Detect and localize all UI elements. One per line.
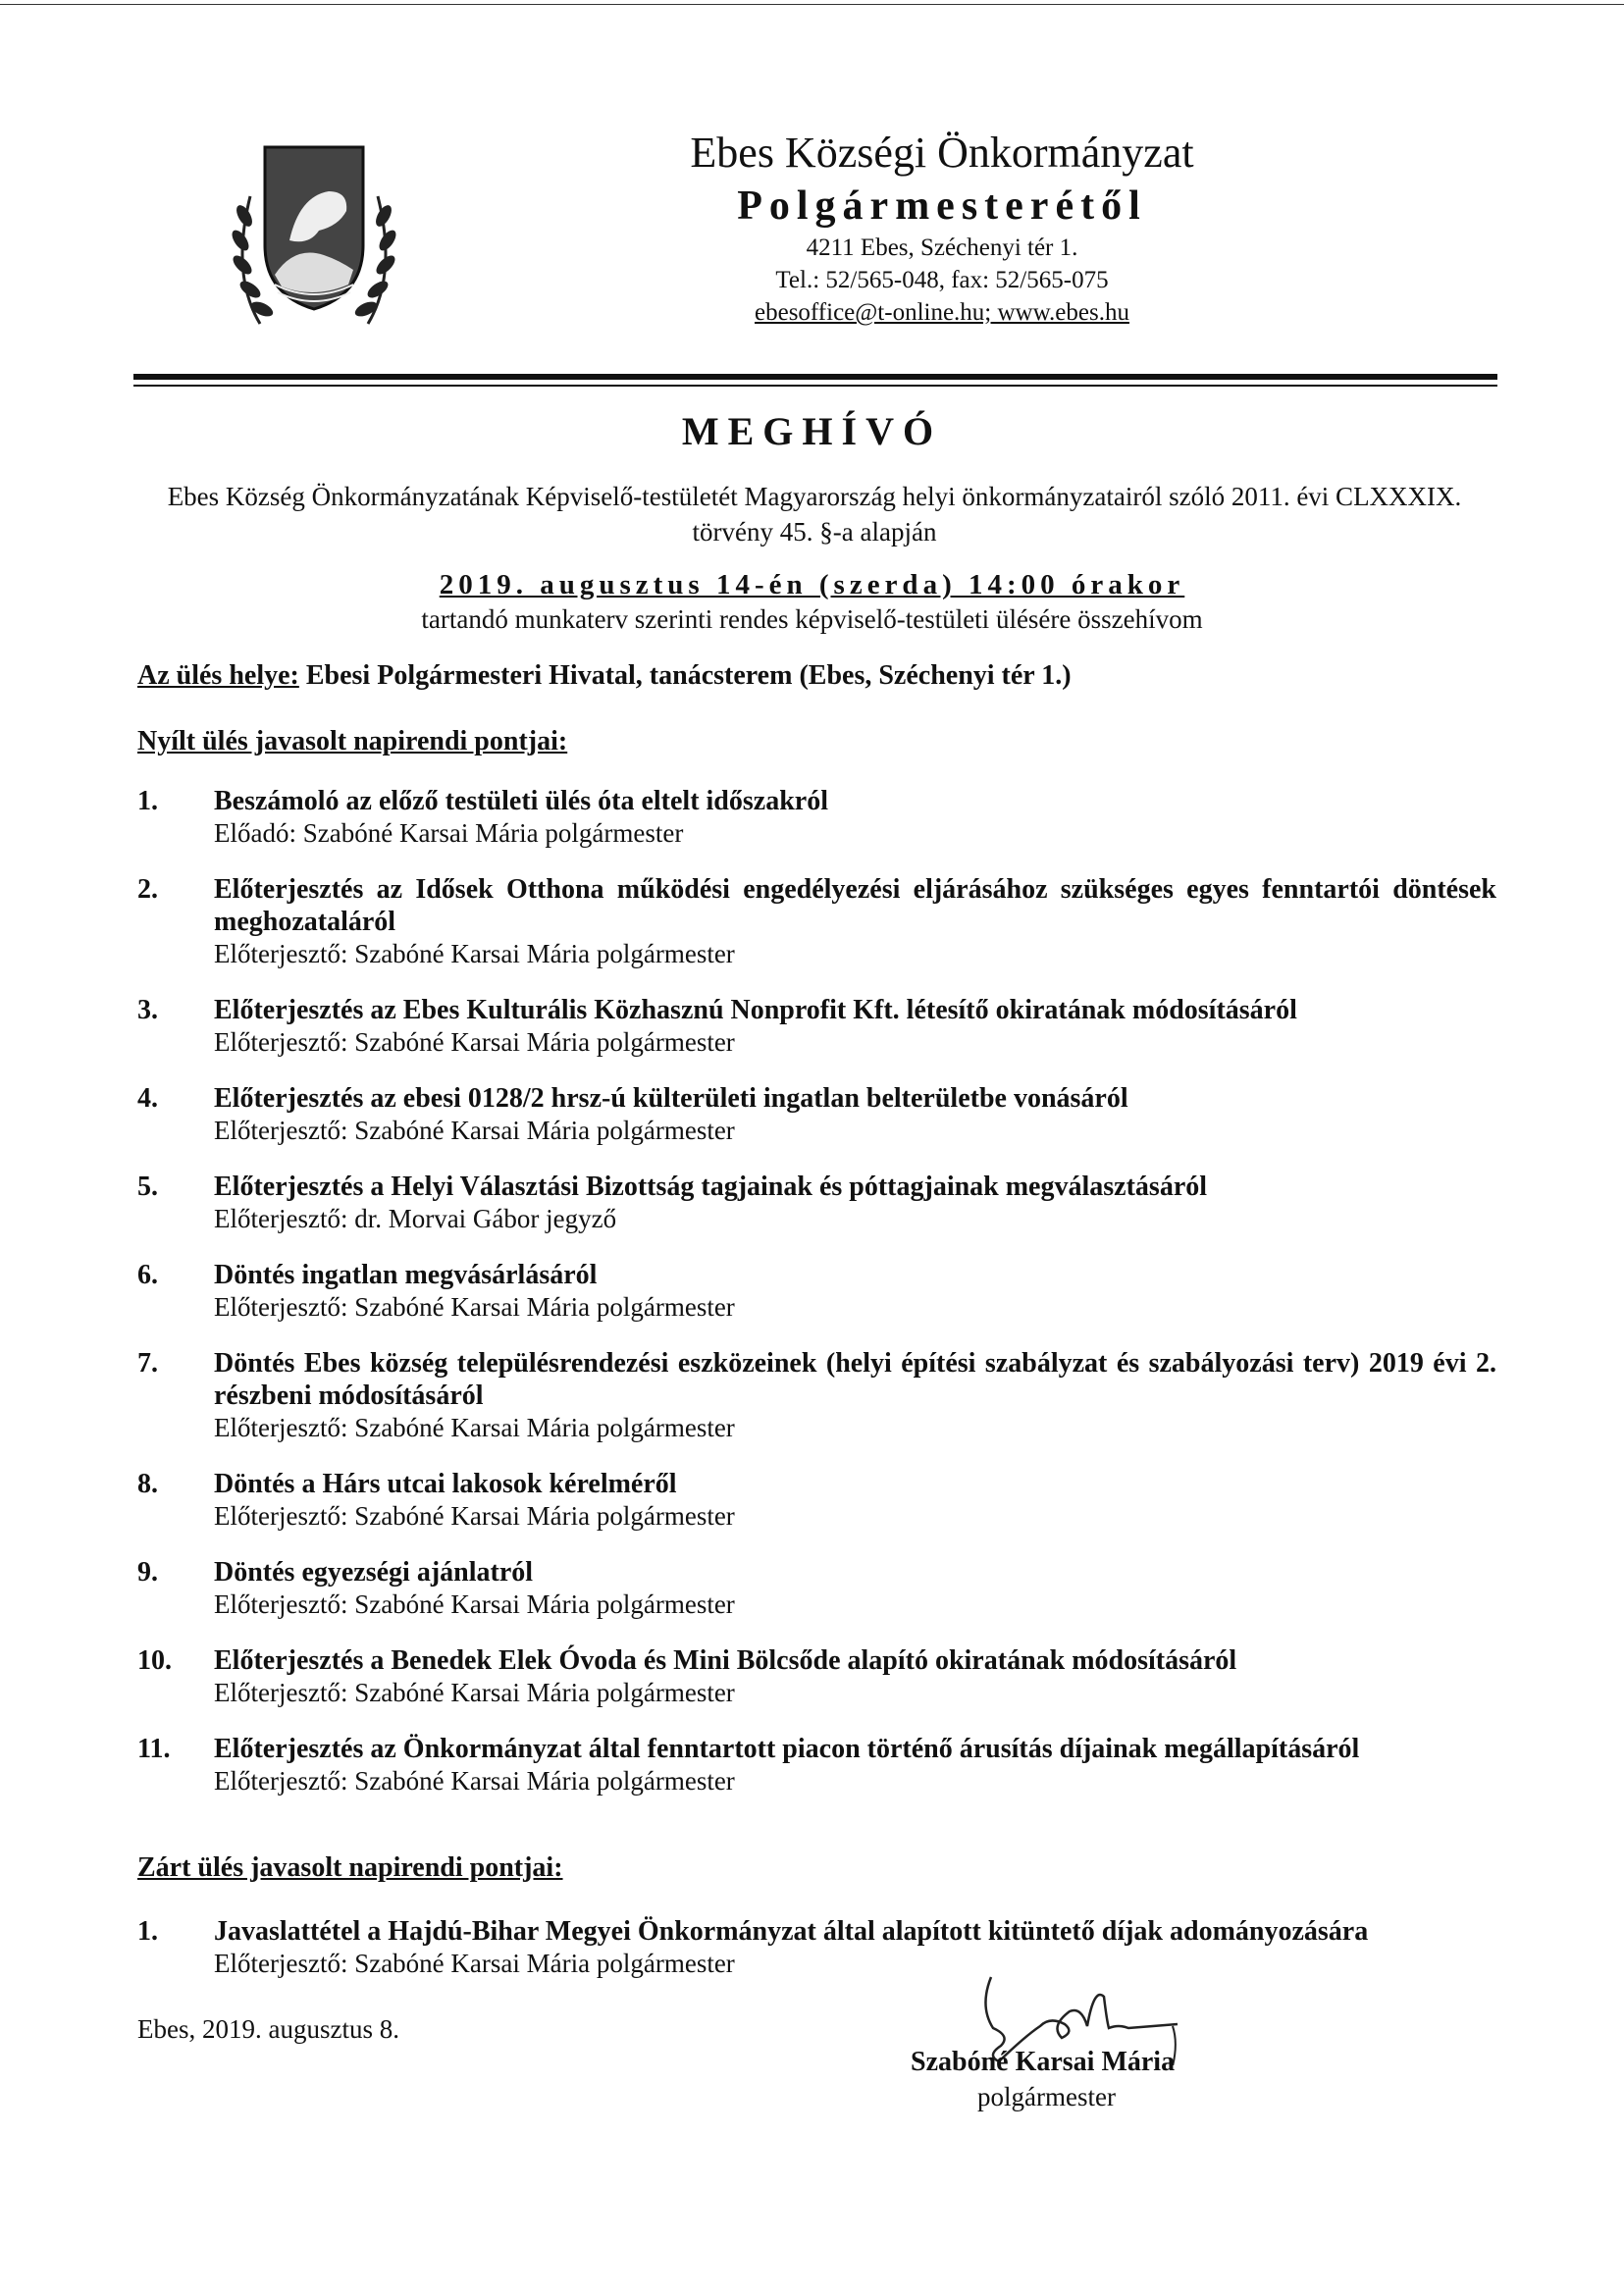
item-presenter: Előterjesztő: Szabóné Karsai Mária polgármester xyxy=(214,1501,735,1531)
agenda-item xyxy=(137,1347,1496,1444)
agenda-item xyxy=(137,873,1496,970)
item-number: 10. xyxy=(137,1645,172,1676)
agenda-item xyxy=(137,994,1496,1059)
item-title: Döntés Ebes község településrendezési eszközeinek (helyi építési szabályzat és szabályozási terv) 2019 évi 2. részbeni módosításáról xyxy=(214,1348,1496,1411)
document-title: MEGHÍVÓ xyxy=(681,409,943,453)
signer-name: Szabóné Karsai Mária xyxy=(911,2047,1176,2077)
agenda-item xyxy=(137,1259,1496,1324)
coat-of-arms-emblem xyxy=(221,137,407,334)
agenda-item xyxy=(137,1468,1496,1533)
intro-paragraph: Ebes Község Önkormányzatának Képviselő-testületét Magyarország helyi önkormányzatairól szóló 2011. évi CLXXXIX. törvény 45. §-a alapján xyxy=(167,482,1462,547)
venue-value: Ebesi Polgármesteri Hivatal, tanácsterem (Ebes, Széchenyi tér 1.) xyxy=(298,660,1072,691)
item-presenter: Előterjesztő: Szabóné Karsai Mária polgármester xyxy=(214,1292,735,1322)
phone-fax: Tel.: 52/565-048, fax: 52/565-075 xyxy=(775,267,1109,293)
organization-name: Ebes Községi Önkormányzat xyxy=(690,129,1194,177)
header-divider-thick xyxy=(133,374,1497,380)
closed-session-heading: Zárt ülés javasolt napirendi pontjai: xyxy=(137,1852,563,1883)
item-number: 1. xyxy=(137,1916,158,1947)
agenda-item xyxy=(137,1556,1496,1621)
item-presenter: Előadó: Szabóné Karsai Mária polgármester xyxy=(214,818,684,848)
item-presenter: Előterjesztő: Szabóné Karsai Mária polgármester xyxy=(214,1027,735,1057)
signer-role: polgármester xyxy=(977,2082,1116,2111)
item-presenter: Előterjesztő: dr. Morvai Gábor jegyző xyxy=(214,1204,617,1233)
item-number: 8. xyxy=(137,1469,158,1499)
agenda-item xyxy=(137,1644,1496,1709)
item-title: Döntés a Hárs utcai lakosok kérelméről xyxy=(214,1469,677,1499)
agenda-item xyxy=(137,1733,1496,1797)
item-number: 5. xyxy=(137,1172,158,1202)
item-title: Előterjesztés az Idősek Otthona működési engedélyezési eljárásához szükséges egyes fenntartói döntések meghozataláról xyxy=(214,874,1496,937)
agenda-item xyxy=(137,1915,1496,1980)
item-number: 9. xyxy=(137,1557,158,1588)
item-number: 7. xyxy=(137,1348,158,1379)
item-title: Előterjesztés az Önkormányzat által fenntartott piacon történő árusítás díjainak megállapításáról xyxy=(214,1734,1360,1764)
meeting-description: tartandó munkaterv szerinti rendes képviselő-testületi ülésére összehívom xyxy=(421,604,1203,634)
closed-session-agenda xyxy=(137,1915,1496,2004)
item-number: 11. xyxy=(137,1734,171,1764)
office-name: Polgármesterétől xyxy=(737,183,1147,229)
item-presenter: Előterjesztő: Szabóné Karsai Mária polgármester xyxy=(214,1413,735,1442)
email-website: ebesoffice@t-online.hu; www.ebes.hu xyxy=(755,299,1129,326)
item-presenter: Előterjesztő: Szabóné Karsai Mária polgármester xyxy=(214,1116,735,1145)
item-title: Előterjesztés a Benedek Elek Óvoda és Mini Bölcsőde alapító okiratának módosításáról xyxy=(214,1645,1237,1676)
item-number: 4. xyxy=(137,1083,158,1114)
item-number: 6. xyxy=(137,1260,158,1290)
item-title: Javaslattétel a Hajdú-Bihar Megyei Önkormányzat által alapított kitüntető díjak adományozására xyxy=(214,1916,1369,1947)
meeting-date: 2019. augusztus 14-én (szerda) 14:00 órakor xyxy=(439,569,1185,600)
item-title: Előterjesztés az Ebes Kulturális Közhasznú Nonprofit Kft. létesítő okiratának módosításáról xyxy=(214,995,1297,1025)
header-divider-thin xyxy=(133,385,1497,387)
item-title: Döntés egyezségi ajánlatról xyxy=(214,1557,534,1588)
item-title: Döntés ingatlan megvásárlásáról xyxy=(214,1260,598,1290)
item-presenter: Előterjesztő: Szabóné Karsai Mária polgármester xyxy=(214,1589,735,1619)
item-presenter: Előterjesztő: Szabóné Karsai Mária polgármester xyxy=(214,939,735,968)
agenda-item xyxy=(137,785,1496,850)
item-number: 2. xyxy=(137,874,158,905)
item-title: Előterjesztés az ebesi 0128/2 hrsz-ú külterületi ingatlan belterületbe vonásáról xyxy=(214,1083,1128,1114)
agenda-item xyxy=(137,1082,1496,1147)
item-presenter: Előterjesztő: Szabóné Karsai Mária polgármester xyxy=(214,1678,735,1707)
item-presenter: Előterjesztő: Szabóné Karsai Mária polgármester xyxy=(214,1766,735,1796)
venue-label: Az ülés helye: xyxy=(137,660,299,691)
top-border-line xyxy=(0,4,1624,5)
place-and-date: Ebes, 2019. augusztus 8. xyxy=(137,2014,399,2044)
item-title: Előterjesztés a Helyi Választási Bizottság tagjainak és póttagjainak megválasztásáról xyxy=(214,1172,1208,1202)
agenda-item xyxy=(137,1171,1496,1235)
open-session-agenda xyxy=(137,785,1496,1821)
item-number: 3. xyxy=(137,995,158,1025)
item-title: Beszámoló az előző testületi ülés óta eltelt időszakról xyxy=(214,786,828,816)
open-session-heading: Nyílt ülés javasolt napirendi pontjai: xyxy=(137,726,568,756)
meeting-venue xyxy=(137,660,1072,692)
address: 4211 Ebes, Széchenyi tér 1. xyxy=(806,234,1078,261)
item-number: 1. xyxy=(137,786,158,816)
item-presenter: Előterjesztő: Szabóné Karsai Mária polgármester xyxy=(214,1949,735,1978)
